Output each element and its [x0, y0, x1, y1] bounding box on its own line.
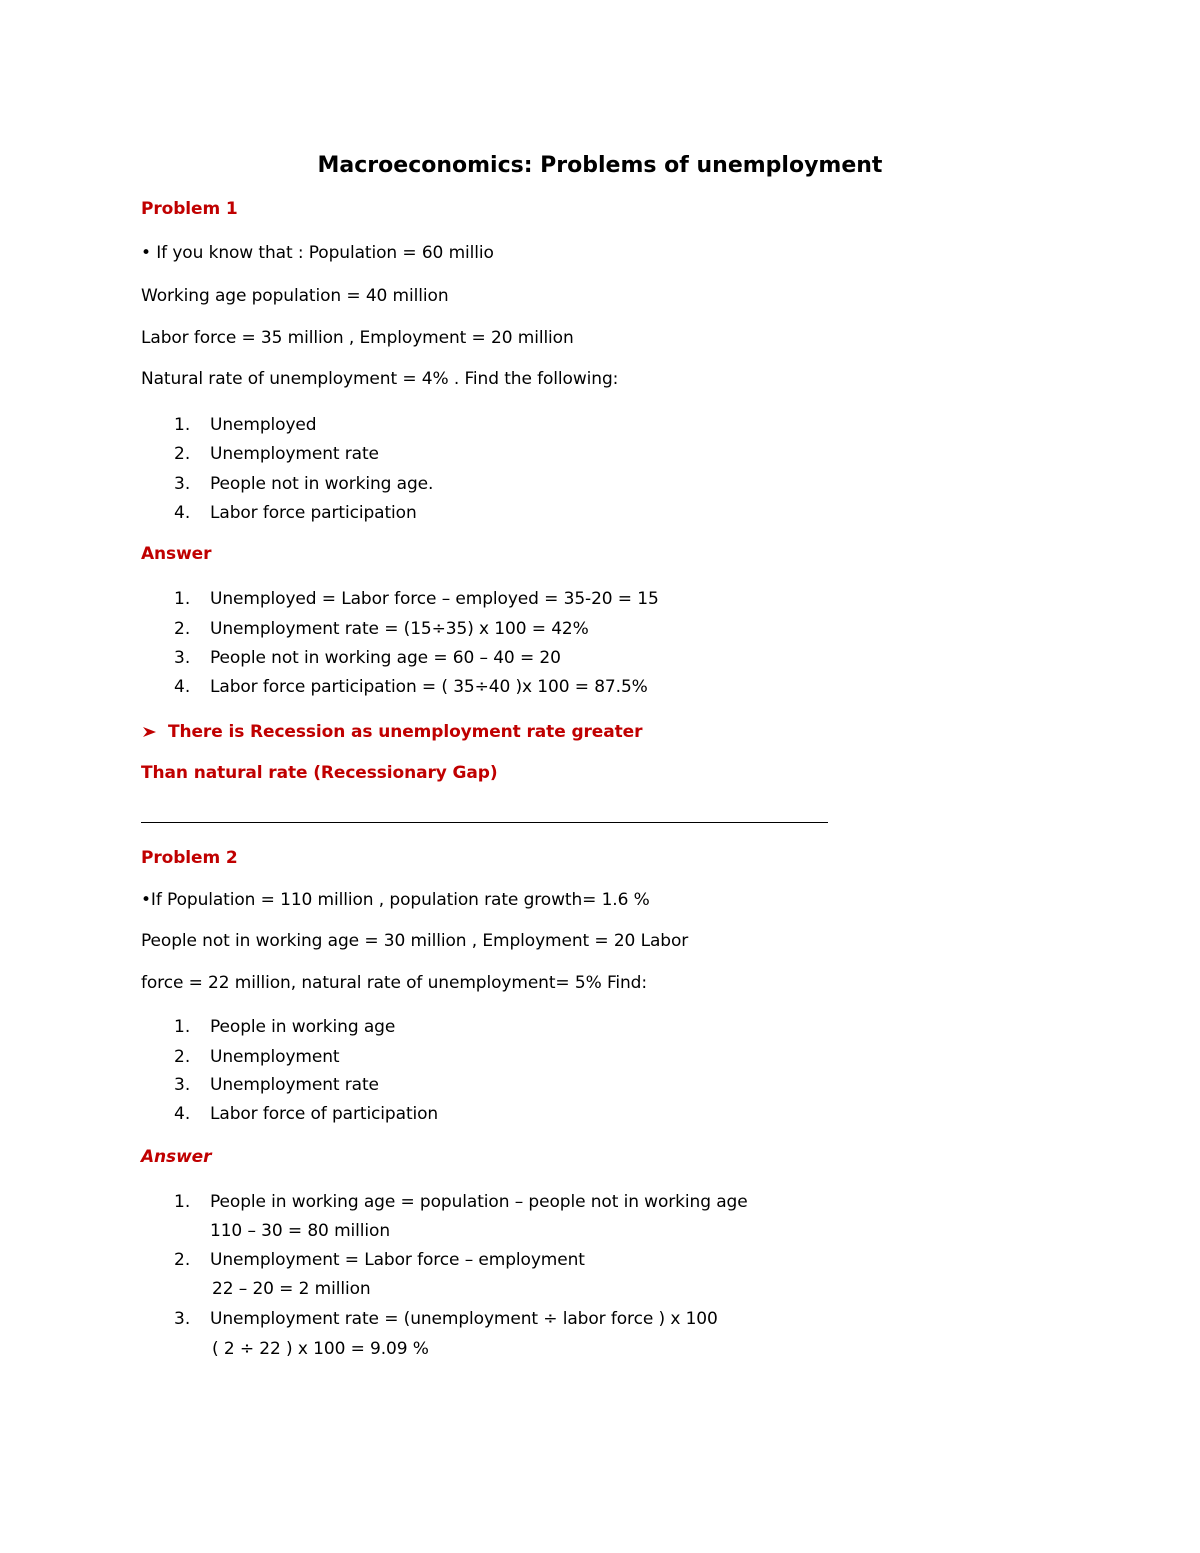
problem-1-intro-line: Working age population = 40 million	[141, 286, 449, 306]
list-number: 4.	[174, 1104, 191, 1124]
list-number: 4.	[174, 503, 191, 523]
question-item: Labor force participation	[210, 503, 417, 523]
list-number: 2.	[174, 1250, 191, 1270]
question-item: People not in working age.	[210, 474, 434, 494]
problem-2-heading: Problem 2	[141, 848, 238, 868]
section-divider	[141, 822, 828, 823]
conclusion-line: Than natural rate (Recessionary Gap)	[141, 763, 498, 783]
list-number: 1.	[174, 415, 191, 435]
question-item: People in working age	[210, 1017, 396, 1037]
answer-item: People not in working age = 60 – 40 = 20	[210, 648, 561, 668]
question-item: Unemployed	[210, 415, 317, 435]
question-item: Unemployment rate	[210, 444, 379, 464]
problem-1-heading: Problem 1	[141, 199, 238, 219]
answer-item: Unemployment = Labor force – employment	[210, 1250, 585, 1270]
problem-2-intro-line: •If Population = 110 million , population rate growth= 1.6 %	[141, 890, 650, 910]
list-number: 3.	[174, 1309, 191, 1329]
question-item: Labor force of participation	[210, 1104, 439, 1124]
list-number: 2.	[174, 444, 191, 464]
answer-item: People in working age = population – people not in working age	[210, 1192, 748, 1212]
list-number: 3.	[174, 1075, 191, 1095]
list-number: 1.	[174, 1192, 191, 1212]
problem-1-intro-line: • If you know that : Population = 60 millio	[141, 243, 494, 263]
answer-item: Labor force participation = ( 35÷40 )x 100 = 87.5%	[210, 677, 648, 697]
problem-1-intro-line: Labor force = 35 million , Employment = 20 million	[141, 328, 574, 348]
page-title: Macroeconomics: Problems of unemployment	[317, 153, 883, 178]
list-number: 3.	[174, 648, 191, 668]
question-item: Unemployment rate	[210, 1075, 379, 1095]
list-number: 3.	[174, 474, 191, 494]
answer-calculation: 110 – 30 = 80 million	[210, 1221, 391, 1241]
question-item: Unemployment	[210, 1047, 340, 1067]
list-number: 1.	[174, 589, 191, 609]
answer-calculation: ( 2 ÷ 22 ) x 100 = 9.09 %	[212, 1339, 429, 1359]
arrow-bullet-icon	[141, 721, 159, 743]
answer-item: Unemployed = Labor force – employed = 35-20 = 15	[210, 589, 659, 609]
conclusion-line: There is Recession as unemployment rate greater	[168, 722, 643, 742]
list-number: 2.	[174, 619, 191, 639]
answer-item: Unemployment rate = (15÷35) x 100 = 42%	[210, 619, 589, 639]
problem-2-answer-heading: Answer	[141, 1147, 212, 1167]
answer-calculation: 22 – 20 = 2 million	[212, 1279, 371, 1299]
list-number: 2.	[174, 1047, 191, 1067]
answer-item: Unemployment rate = (unemployment ÷ labor force ) x 100	[210, 1309, 718, 1329]
problem-2-intro-line: force = 22 million, natural rate of unemployment= 5% Find:	[141, 973, 648, 993]
problem-2-intro-line: People not in working age = 30 million , Employment = 20 Labor	[141, 931, 689, 951]
problem-1-answer-heading: Answer	[141, 544, 212, 564]
problem-1-intro-line: Natural rate of unemployment = 4% . Find the following:	[141, 369, 619, 389]
list-number: 4.	[174, 677, 191, 697]
list-number: 1.	[174, 1017, 191, 1037]
